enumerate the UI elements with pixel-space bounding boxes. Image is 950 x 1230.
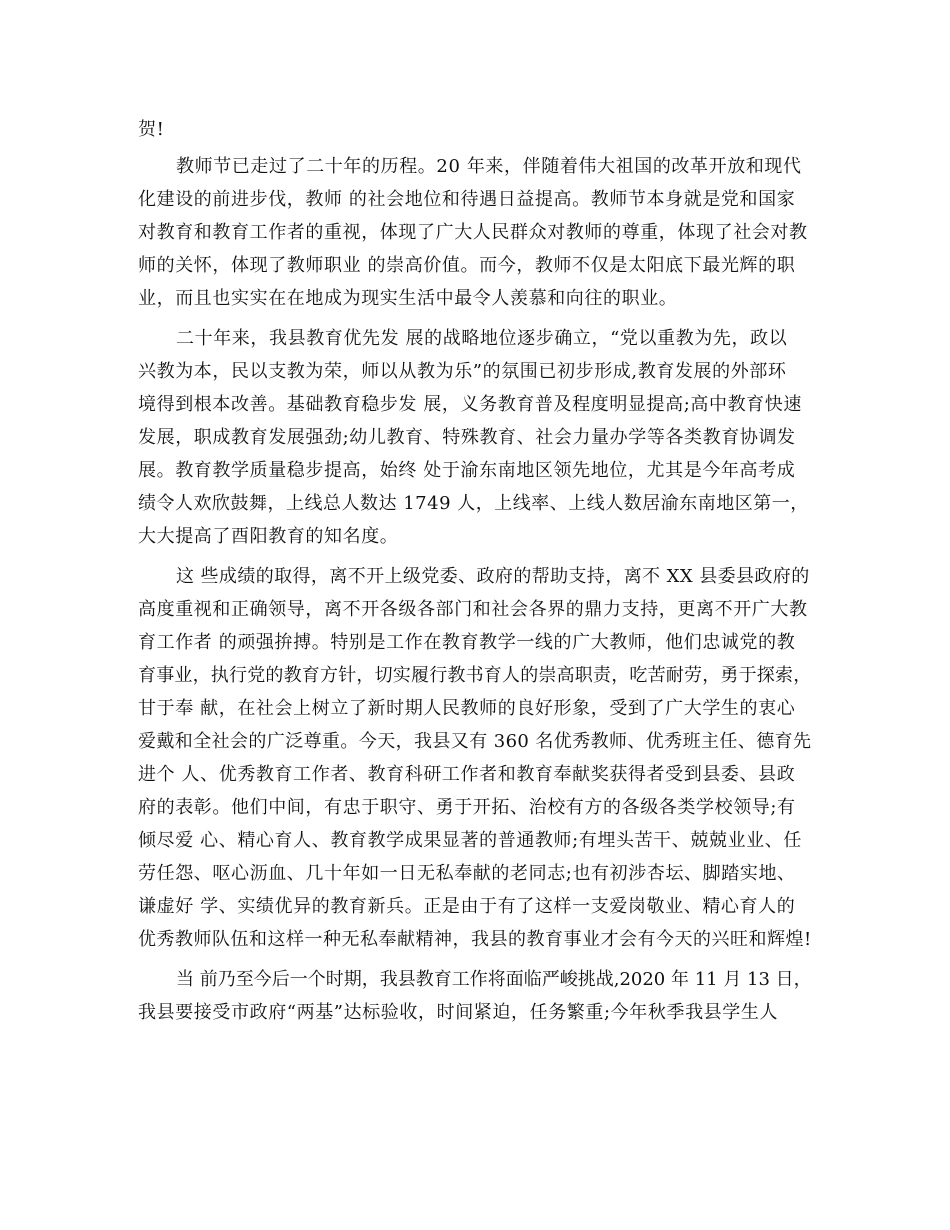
text-line: 兴教为本，民以支教为荣，师以从教为乐”的氛围已初步形成,教育发展的外部环 bbox=[138, 361, 787, 382]
text-line: 业，而且也实实在在地成为现实生活中最令人羡慕和向往的职业。 bbox=[138, 288, 678, 309]
text-line: 高度重视和正确领导，离不开各级各部门和社会各界的鼎力支持，更离不开广大教 bbox=[138, 599, 808, 620]
paragraph-first-line: 教师节已走过了二十年的历程。20 年来，伴随着伟大祖国的改革开放和现代 bbox=[176, 156, 802, 177]
text-line: 倾尽爱 心、精心育人、教育教学成果显著的普通教师;有埋头苦干、兢兢业业、任 bbox=[138, 830, 802, 851]
text-line: 师的关怀，体现了教师职业 的崇高价值。而今，教师不仅是太阳底下最光辉的职 bbox=[138, 255, 796, 276]
text-line: 爱戴和全社会的广泛尊重。今天，我县又有 360 名优秀教师、优秀班主任、德育先 bbox=[138, 731, 812, 752]
text-line: 育事业，执行党的教育方针，切实履行教书育人的崇高职责，吃苦耐劳，勇于探索， bbox=[138, 665, 812, 686]
text-line: 劳任怨、呕心沥血、几十年如一日无私奉献的老同志;也有初涉杏坛、脚踏实地、 bbox=[138, 863, 796, 884]
text-line: 贺! bbox=[138, 119, 165, 140]
text-line: 我县要接受市政府“两基”达标验收，时间紧迫，任务繁重;今年秋季我县学生人 bbox=[138, 1002, 779, 1023]
text-line: 展。教育教学质量稳步提高，始终 处于渝东南地区领先地位，尤其是今年高考成 bbox=[138, 460, 796, 481]
text-line: 境得到根本改善。基础教育稳步发 展，义务教育普及程度明显提高;高中教育快速 bbox=[138, 394, 802, 415]
text-line: 对教育和教育工作者的重视，体现了广大人民群众对教师的尊重，体现了社会对教 bbox=[138, 222, 808, 243]
text-line: 大大提高了酉阳教育的知名度。 bbox=[138, 526, 399, 547]
text-line: 绩令人欢欣鼓舞，上线总人数达 1749 人，上线率、上线人数居渝东南地区第一， bbox=[138, 493, 809, 514]
text-line: 府的表彰。他们中间，有忠于职守、勇于开拓、治校有方的各级各类学校领导;有 bbox=[138, 797, 796, 818]
text-line: 发展，职成教育发展强劲;幼儿教育、特殊教育、社会力量办学等各类教育协调发 bbox=[138, 427, 796, 448]
paragraph-first-line: 二十年来，我县教育优先发 展的战略地位逐步确立，“党以重教为先，政以 bbox=[176, 328, 788, 349]
paragraph-first-line: 当 前乃至今后一个时期，我县教育工作将面临严峻挑战,2020 年 11 月 13 日， bbox=[176, 969, 812, 990]
text-line: 化建设的前进步伐，教师 的社会地位和待遇日益提高。教师节本身就是党和国家 bbox=[138, 189, 796, 210]
text-line: 优秀教师队伍和这样一种无私奉献精神，我县的教育事业才会有今天的兴旺和辉煌! bbox=[138, 929, 812, 950]
text-line: 甘于奉 献，在社会上树立了新时期人民教师的良好形象，受到了广大学生的衷心 bbox=[138, 698, 796, 719]
paragraph-first-line: 这 些成绩的取得，离不开上级党委、政府的帮助支持，离不 XX 县委县政府的 bbox=[176, 566, 810, 587]
text-line: 进个 人、优秀教育工作者、教育科研工作者和教育奉献奖获得者受到县委、县政 bbox=[138, 764, 796, 785]
text-line: 育工作者 的顽强拚搏。特别是工作在教育教学一线的广大教师，他们忠诚党的教 bbox=[138, 632, 796, 653]
text-line: 谦虚好 学、实绩优异的教育新兵。正是由于有了这样一支爱岗敬业、精心育人的 bbox=[138, 896, 796, 917]
